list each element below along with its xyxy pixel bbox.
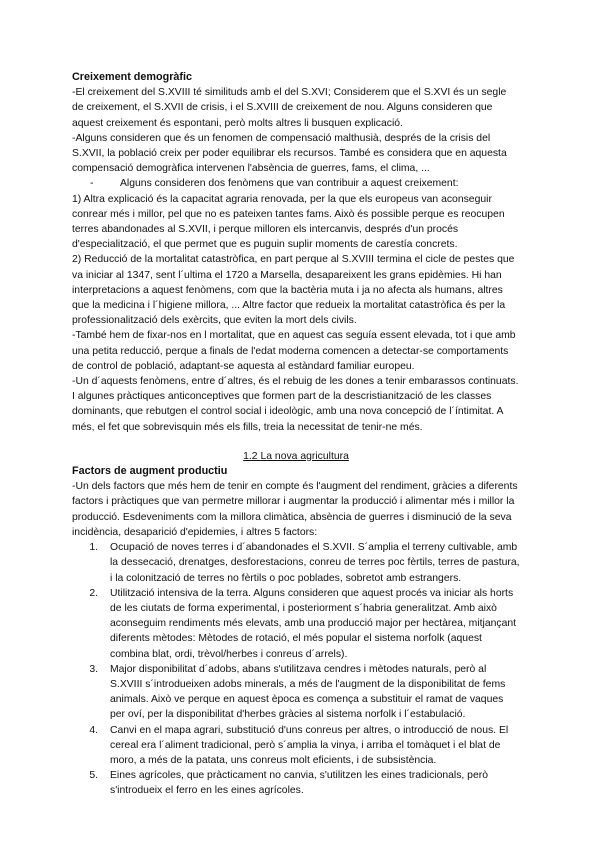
section-heading-demographic: Creixement demogràfic [72,71,193,83]
section-title-new-agriculture: 1.2 La nova agricultura [243,450,349,462]
paragraph: -Alguns consideren que és un fenomen de compensació malthusià, després de la crisis del S.XVII, la població creix per poder equilibrar els recursos. També es considera que en aquesta compensació demogràfica intervenen l'absència de guerres, fams, el clima, ... [72,132,507,175]
paragraph: -També hem de fixar-nos en l mortalitat, que en aquest cas seguía essent elevada, tot i que amb una petita reducció, perque a finals de l'edat moderna comencen a detectar-se comportaments de control de població, adaptant-se aquesta al estàndard familiar europeu. [72,330,516,372]
list-item-text: Utilització intensiva de la terra. Alguns consideren que aquest procés va iniciar als horts de les ciutats de forma experimental, i posteriorment s´habria generalitzat. Amb això aconseguim rendiments més elevats, amb una producció major per hectàrea, mitjançant diferents mètodes: Mètodes de rotació, el més popular el sistema norfolk (aquest combina blat, ordi, trèvol/herbes i conreus d´arrels). [110,587,517,660]
list-item [72,662,520,723]
paragraph: -Un d´aquests fenòmens, entre d´altres, és el rebuig de les dones a tenir embarassos continuats. I algunes pràctiques anticonceptives que formen part de la descristianització de les classes dominants, que rebutgen el control social i ideològic, amb una nova concepció de l´íntimitat. A més, el fet que sobrevisquin més els fills, treia la necessitat de tenir-ne més. [72,376,519,433]
list-item-text: Ocupació de noves terres i d´abandonades el S.XVII. S´amplia el terreny cultivable, amb la dessecació, drenatges, desforestacions, conreu de terres poc fèrtils, terres de pastura, i la colonització de terres no fèrtils o poc poblades, sobretot amb estrangers. [110,542,520,584]
list-item-text: Major disponibilitat d´adobs, abans s'utilitzava cendres i mètodes naturals, però al S.XVIII s´introdueixen adobs minerals, a més de l'augment de la disponibilitat de fems animals. Això ve perque en aquest època es comença a substituir el ramat de vaques per oví, per la disponibilitat d'herbes gràcies al sistema norfolk i l´estabulació. [110,663,506,721]
list-item [72,723,520,769]
section-heading-productive-factors: Factors de augment productiu [72,465,228,478]
list-item [72,586,520,662]
paragraph: -El creixement del S.XVIII té similituds amb el del S.XVI; Considerem que el S.XVI és un segle de creixement, el S.XVII de crisis, i el S.XVIII de creixement de nou. Alguns consideren que aquest creixement és espontani, però molts altres li busquen explicació. [72,87,507,129]
numbered-list [72,540,520,798]
list-number: 1. [89,542,98,554]
list-item-text: Eines agrícoles, que pràcticament no canvia, s'utilitzen les eines tradicionals, però s'introdueix el ferro en les eines agrícoles. [110,770,488,797]
dash-item-text: Alguns consideren dos fenòmens que van contribuir a aquest creixement: [120,178,459,190]
paragraph: 1) Altra explicació és la capacitat agraria renovada, per la que els europeus van aconseguir conrear més i millor, pel que no es pateixen tantes fams. Això és possible perque es reocupen terres abandonades al S.XVII, i perque milloren els intercanvis, després d'un procés d'especialització, el que permet que es puguin suplir moments de carestía concrets. [72,193,505,251]
list-item-text: Canvi en el mapa agrari, substitució d'uns conreus per altres, o introducció de nous. El cereal era l´aliment tradicional, però s´amplia la vinya, i arriba el tomàquet i el blat de moro, a més de la patata, uns conreus molt eficients, i de subsistència. [110,724,509,766]
list-item [72,768,520,798]
dash-bullet: - [90,178,94,190]
paragraph: -Un dels factors que més hem de tenir en compte és l'augment del rendiment, gràcies a diferents factors i pràctiques que van permetre millorar i augmentar la producció i alimentar més i millor la producció. Esdeveniments com la millora climàtica, absència de guerres i disminució de la seva incidència, desaparició d'epidemies, i altres 5 factors: [72,481,518,538]
list-number: 5. [89,770,98,782]
list-item [72,540,520,586]
list-number: 3. [89,663,98,675]
list-number: 4. [89,724,98,736]
list-number: 2. [89,587,98,599]
paragraph: 2) Reducció de la mortalitat catastròfica, en part perque al S.XVIII termina el cicle de pestes que va iniciar al 1347, sent l´ultima el 1720 a Marsella, desapareixent les grans epidèmies. Hi han interpretacions a aquest fenòmens, com que la bactèria muta i ja no afecta als humans, altres que la medicina i l´higiene millora, ... Altre factor que redueix la mortalitat catastròfica és per la professionalització dels exèrcits, que eviten la mort dels civils. [72,254,515,327]
dash-list-item [72,176,520,191]
